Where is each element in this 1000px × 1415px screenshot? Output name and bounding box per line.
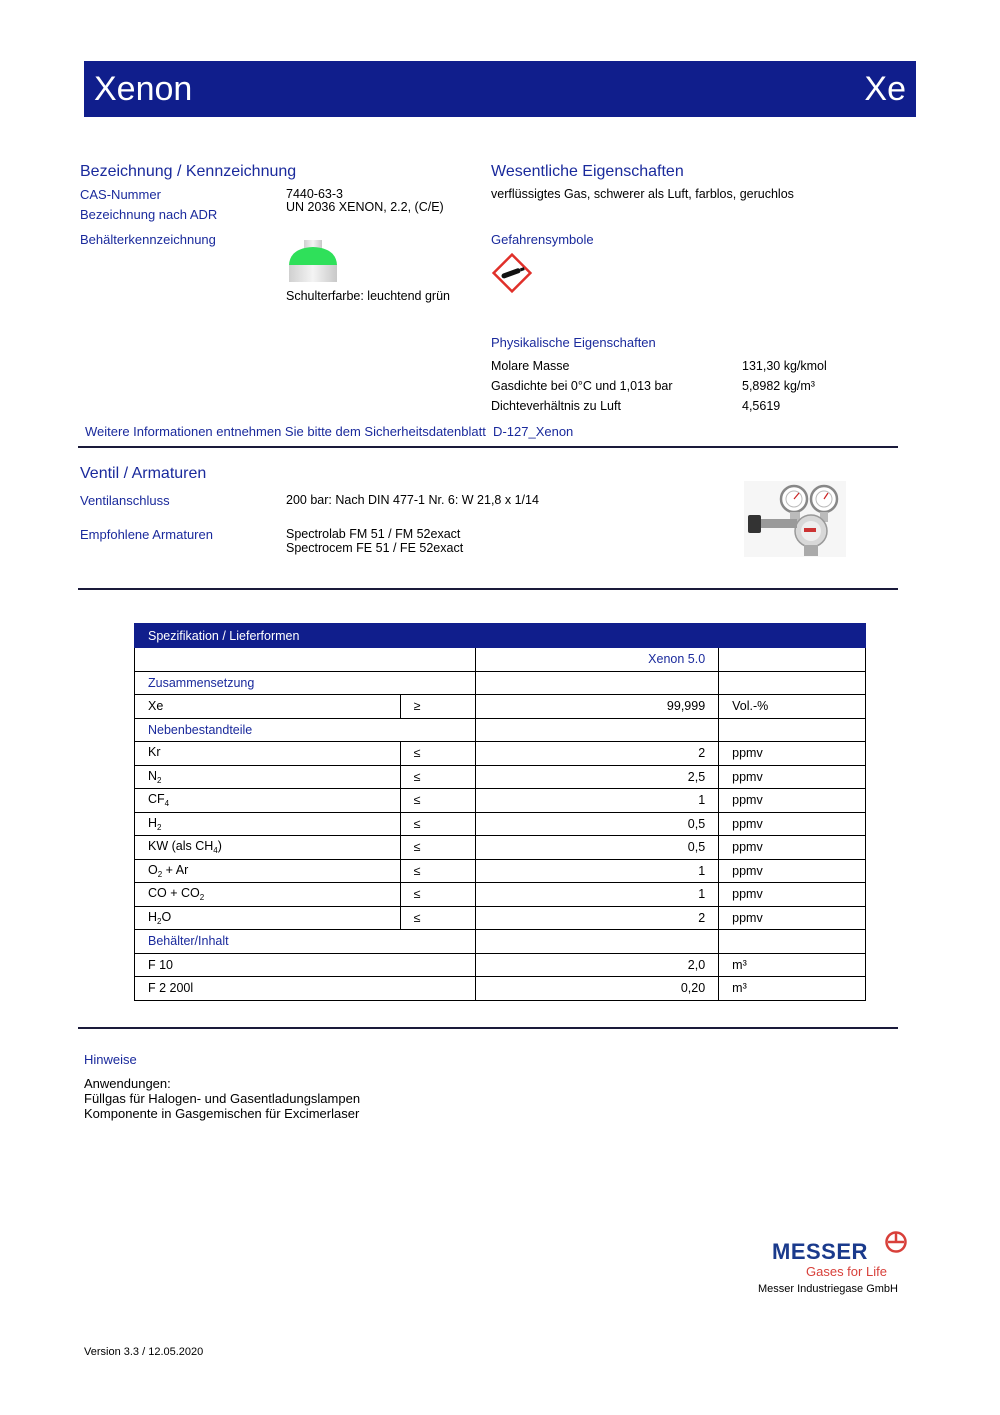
element-symbol: Xe (864, 70, 906, 108)
pressure-regulator-image (744, 481, 846, 557)
table-row (135, 789, 866, 813)
hazard-symbols-label: Gefahrensymbole (491, 232, 594, 247)
container-name: F 2 200l (135, 977, 476, 1001)
impurity-name: $N_2$ (135, 765, 401, 789)
container-marking-label: Behälterkennzeichnung (80, 232, 216, 247)
cas-label: CAS-Nummer (80, 187, 161, 202)
divider (78, 1027, 898, 1029)
table-row (135, 883, 866, 907)
container-unit: m³ (719, 953, 866, 977)
physical-value-2: 5,8982 kg/m³ (742, 379, 815, 393)
impurity-value: 1 (475, 789, 719, 813)
adr-value: UN 2036 XENON, 2.2, (C/E) (286, 200, 444, 214)
notes-line-2: Füllgas für Halogen- und Gasentladungslampen (84, 1091, 361, 1106)
container-value: 2,0 (475, 953, 719, 977)
version-text: Version 3.3 / 12.05.2020 (84, 1346, 204, 1358)
impurity-unit: ppmv (719, 812, 866, 836)
impurities-label: Nebenbestandteile (135, 718, 476, 742)
table-row (135, 671, 866, 695)
table-row (135, 742, 866, 766)
container-unit: m³ (719, 977, 866, 1001)
component-value: 99,999 (475, 695, 719, 719)
impurity-name: $H_2O$ (135, 906, 401, 930)
valve-connection-value: 200 bar: Nach DIN 477-1 Nr. 6: W 21,8 x 1/14 (286, 493, 539, 507)
table-header-row (135, 624, 866, 648)
physical-value-3: 4,5619 (742, 399, 781, 413)
impurity-unit: ppmv (719, 859, 866, 883)
divider (78, 446, 898, 448)
table-row (135, 836, 866, 860)
component-operator: ≥ (400, 695, 475, 719)
impurity-operator: ≤ (400, 859, 475, 883)
fittings-line-2: Spectrocem FE 51 / FE 52exact (286, 541, 464, 555)
messer-logo-icon (884, 1230, 908, 1254)
table-row (135, 718, 866, 742)
component-name: Xe (135, 695, 401, 719)
impurity-value: 2 (475, 742, 719, 766)
gas-cylinder-ghs-icon (491, 252, 533, 294)
company-name: Messer Industriegase GmbH (758, 1283, 898, 1295)
properties-heading: Wesentliche Eigenschaften (491, 163, 684, 180)
impurity-operator: ≤ (400, 906, 475, 930)
notes-line-3: Komponente in Gasgemischen für Excimerlaser (84, 1106, 360, 1121)
cylinder-shoulder-icon (286, 238, 340, 284)
fittings-label: Empfohlene Armaturen (80, 527, 213, 542)
table-row (135, 695, 866, 719)
table-row (135, 930, 866, 954)
specification-table (134, 623, 866, 1001)
table-row (135, 906, 866, 930)
impurity-value: 1 (475, 883, 719, 907)
impurity-name: $H_2$ (135, 812, 401, 836)
brand-tagline: Gases for Life (806, 1264, 887, 1279)
fittings-line-1: Spectrolab FM 51 / FM 52exact (286, 527, 461, 541)
composition-label: Zusammensetzung (135, 671, 476, 695)
table-row (135, 812, 866, 836)
impurity-value: 1 (475, 859, 719, 883)
impurity-unit: ppmv (719, 906, 866, 930)
valve-connection-label: Ventilanschluss (80, 493, 170, 508)
identification-heading: Bezeichnung / Kennzeichnung (80, 163, 297, 180)
table-row (135, 953, 866, 977)
impurity-name: CO + $CO_2$ (135, 883, 401, 907)
impurity-operator: ≤ (400, 789, 475, 813)
container-value: 0,20 (475, 977, 719, 1001)
table-row (135, 977, 866, 1001)
impurity-unit: ppmv (719, 765, 866, 789)
table-row (135, 648, 866, 672)
physical-name-2: Gasdichte bei 0°C und 1,013 bar (491, 379, 673, 393)
notes-heading: Hinweise (84, 1052, 137, 1067)
impurity-unit: ppmv (719, 836, 866, 860)
container-content-label: Behälter/Inhalt (135, 930, 476, 954)
impurity-name: $O_2 + Ar$ (135, 859, 401, 883)
table-row (135, 859, 866, 883)
properties-text: verflüssigtes Gas, schwerer als Luft, farblos, geruchlos (491, 187, 794, 201)
impurity-unit: ppmv (719, 742, 866, 766)
safety-datasheet-note: Weitere Informationen entnehmen Sie bitte dem Sicherheitsdatenblatt D-127_Xenon (85, 424, 574, 439)
impurity-name: KW (als $CH_4$) (135, 836, 401, 860)
title-bar (84, 61, 916, 117)
cas-value: 7440-63-3 (286, 187, 343, 201)
physical-value-1: 131,30 kg/kmol (742, 359, 827, 373)
impurity-value: 2,5 (475, 765, 719, 789)
component-unit: Vol.-% (719, 695, 866, 719)
spec-table-title: Spezifikation / Lieferformen (135, 624, 866, 648)
page-title: Xenon (94, 70, 193, 108)
physical-name-1: Molare Masse (491, 359, 570, 373)
table-row (135, 765, 866, 789)
impurity-value: 0,5 (475, 836, 719, 860)
adr-label: Bezeichnung nach ADR (80, 207, 218, 222)
impurity-name: $CF_4$ (135, 789, 401, 813)
impurity-unit: ppmv (719, 883, 866, 907)
notes-line-1: Anwendungen: (84, 1076, 171, 1091)
divider (78, 588, 898, 590)
impurity-value: 0,5 (475, 812, 719, 836)
impurity-name: Kr (135, 742, 401, 766)
impurity-operator: ≤ (400, 742, 475, 766)
product-grade: Xenon 5.0 (475, 648, 719, 672)
impurity-operator: ≤ (400, 836, 475, 860)
physical-properties-heading: Physikalische Eigenschaften (491, 335, 656, 350)
impurity-operator: ≤ (400, 765, 475, 789)
shoulder-color-text: Schulterfarbe: leuchtend grün (286, 289, 450, 303)
valve-heading: Ventil / Armaturen (80, 465, 207, 482)
messer-logo-text: MESSER (772, 1239, 868, 1264)
impurity-operator: ≤ (400, 883, 475, 907)
impurity-value: 2 (475, 906, 719, 930)
physical-name-3: Dichteverhältnis zu Luft (491, 399, 621, 413)
container-name: F 10 (135, 953, 476, 977)
impurity-unit: ppmv (719, 789, 866, 813)
impurity-operator: ≤ (400, 812, 475, 836)
